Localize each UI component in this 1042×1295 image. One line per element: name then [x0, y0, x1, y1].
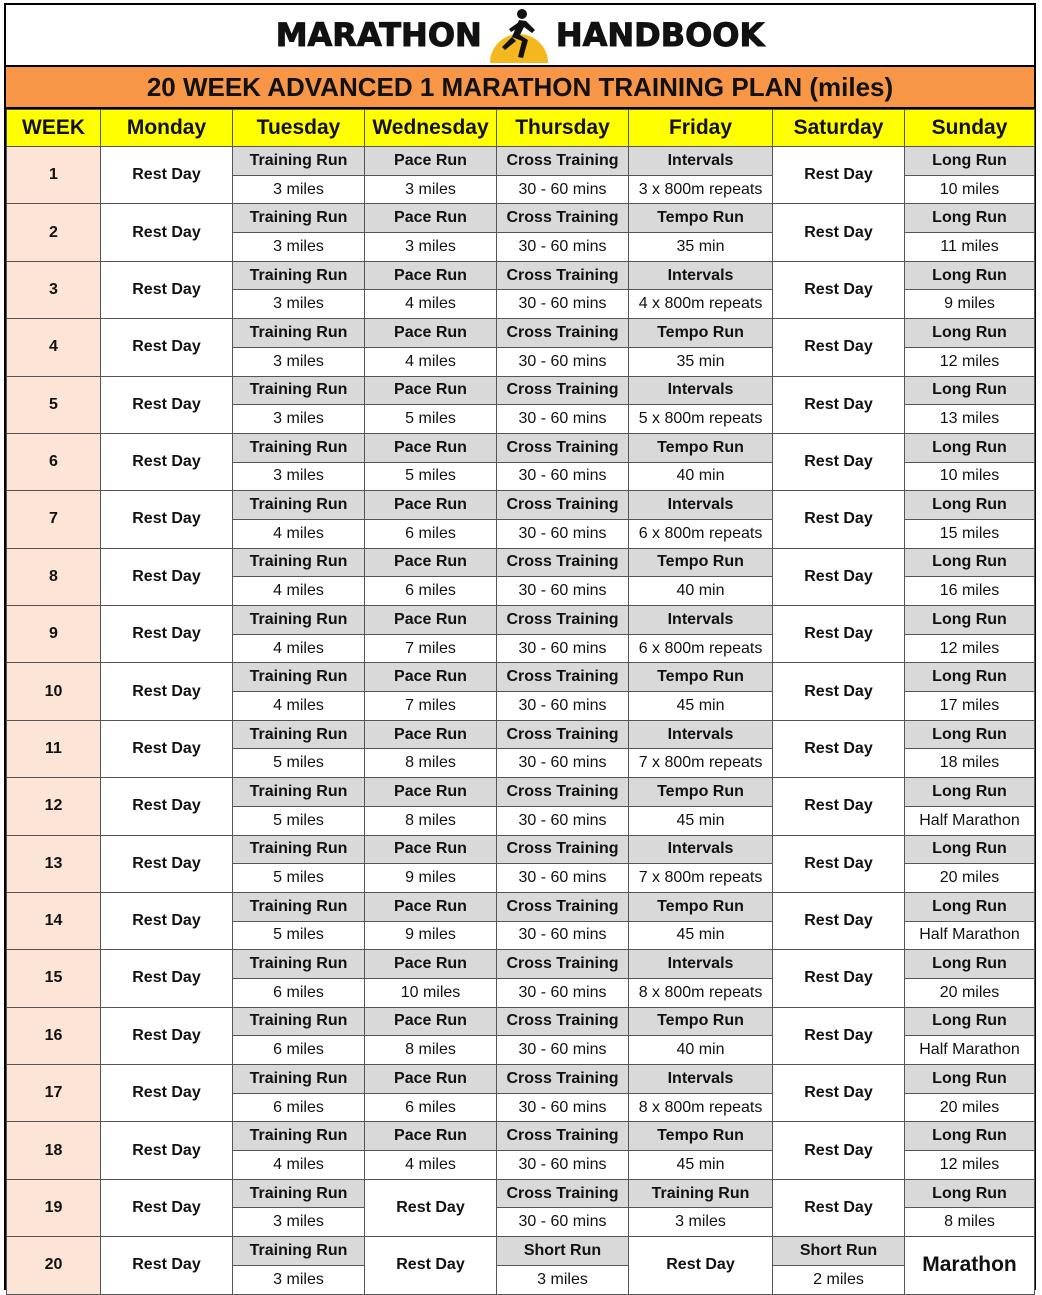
table-row — [7, 835, 1035, 864]
workout-type-sunday: Long Run — [905, 147, 1035, 176]
workout-type-friday: Tempo Run — [629, 663, 773, 692]
workout-type-tuesday: Training Run — [233, 376, 365, 405]
workout-detail-sunday: 16 miles — [905, 577, 1035, 606]
rest-day-cell-monday: Rest Day — [101, 1179, 233, 1236]
workout-detail-sunday: Half Marathon — [905, 806, 1035, 835]
training-table — [6, 109, 1035, 1295]
workout-detail-tuesday: 5 miles — [233, 806, 365, 835]
week-number: 7 — [7, 491, 101, 548]
workout-type-friday: Intervals — [629, 720, 773, 749]
rest-day-cell-monday: Rest Day — [101, 835, 233, 892]
workout-detail-friday: 7 x 800m repeats — [629, 864, 773, 893]
rest-day-cell-friday: Rest Day — [629, 1237, 773, 1294]
week-number: 1 — [7, 147, 101, 204]
workout-type-sunday: Long Run — [905, 261, 1035, 290]
workout-detail-sunday: 20 miles — [905, 864, 1035, 893]
workout-detail-wednesday: 4 miles — [365, 290, 497, 319]
workout-detail-tuesday: 3 miles — [233, 290, 365, 319]
workout-detail-thursday: 30 - 60 mins — [497, 233, 629, 262]
table-row — [7, 1065, 1035, 1094]
workout-detail-wednesday: 10 miles — [365, 978, 497, 1007]
workout-type-sunday: Long Run — [905, 778, 1035, 807]
workout-type-friday: Tempo Run — [629, 892, 773, 921]
rest-day-cell-saturday: Rest Day — [773, 950, 905, 1007]
workout-detail-thursday: 30 - 60 mins — [497, 749, 629, 778]
workout-detail-thursday: 30 - 60 mins — [497, 175, 629, 204]
workout-detail-sunday: 18 miles — [905, 749, 1035, 778]
workout-type-tuesday: Training Run — [233, 1237, 365, 1266]
workout-detail-friday: 8 x 800m repeats — [629, 1093, 773, 1122]
workout-detail-tuesday: 3 miles — [233, 175, 365, 204]
workout-type-tuesday: Training Run — [233, 835, 365, 864]
workout-type-tuesday: Training Run — [233, 663, 365, 692]
workout-type-thursday: Cross Training — [497, 720, 629, 749]
workout-detail-tuesday: 5 miles — [233, 749, 365, 778]
workout-detail-thursday: 30 - 60 mins — [497, 864, 629, 893]
workout-type-sunday: Long Run — [905, 433, 1035, 462]
rest-day-cell-saturday: Rest Day — [773, 606, 905, 663]
rest-day-cell-saturday: Rest Day — [773, 663, 905, 720]
workout-type-wednesday: Pace Run — [365, 606, 497, 635]
rest-day-cell-saturday: Rest Day — [773, 1007, 905, 1064]
workout-detail-thursday: 30 - 60 mins — [497, 1036, 629, 1065]
table-row — [7, 1237, 1035, 1266]
week-number: 15 — [7, 950, 101, 1007]
workout-type-sunday: Long Run — [905, 835, 1035, 864]
workout-type-friday: Intervals — [629, 1065, 773, 1094]
workout-type-sunday: Long Run — [905, 204, 1035, 233]
rest-day-cell-monday: Rest Day — [101, 204, 233, 261]
rest-day-cell-monday: Rest Day — [101, 433, 233, 490]
workout-type-thursday: Short Run — [497, 1237, 629, 1266]
marathon-race-cell: Marathon — [905, 1237, 1035, 1294]
workout-type-saturday: Short Run — [773, 1237, 905, 1266]
workout-type-thursday: Cross Training — [497, 491, 629, 520]
workout-type-wednesday: Pace Run — [365, 778, 497, 807]
workout-detail-tuesday: 5 miles — [233, 921, 365, 950]
workout-detail-tuesday: 4 miles — [233, 519, 365, 548]
rest-day-cell-saturday: Rest Day — [773, 1179, 905, 1236]
week-number: 10 — [7, 663, 101, 720]
workout-type-thursday: Cross Training — [497, 1065, 629, 1094]
rest-day-cell-saturday: Rest Day — [773, 548, 905, 605]
workout-detail-sunday: 13 miles — [905, 405, 1035, 434]
table-row — [7, 319, 1035, 348]
workout-detail-tuesday: 3 miles — [233, 347, 365, 376]
workout-type-friday: Training Run — [629, 1179, 773, 1208]
rest-day-cell-monday: Rest Day — [101, 720, 233, 777]
workout-detail-tuesday: 3 miles — [233, 1265, 365, 1294]
workout-detail-thursday: 3 miles — [497, 1265, 629, 1294]
workout-detail-friday: 7 x 800m repeats — [629, 749, 773, 778]
workout-detail-tuesday: 5 miles — [233, 864, 365, 893]
training-plan-sheet — [4, 3, 1036, 1290]
table-row — [7, 950, 1035, 979]
workout-detail-thursday: 30 - 60 mins — [497, 1151, 629, 1180]
workout-type-thursday: Cross Training — [497, 835, 629, 864]
workout-detail-wednesday: 4 miles — [365, 1151, 497, 1180]
workout-type-thursday: Cross Training — [497, 204, 629, 233]
rest-day-cell-saturday: Rest Day — [773, 147, 905, 204]
week-number: 12 — [7, 778, 101, 835]
workout-detail-thursday: 30 - 60 mins — [497, 806, 629, 835]
workout-type-tuesday: Training Run — [233, 892, 365, 921]
workout-detail-sunday: 17 miles — [905, 692, 1035, 721]
workout-type-tuesday: Training Run — [233, 319, 365, 348]
workout-type-sunday: Long Run — [905, 606, 1035, 635]
rest-day-cell-wednesday: Rest Day — [365, 1237, 497, 1294]
workout-type-sunday: Long Run — [905, 663, 1035, 692]
workout-type-tuesday: Training Run — [233, 778, 365, 807]
workout-detail-friday: 45 min — [629, 921, 773, 950]
rest-day-cell-monday: Rest Day — [101, 1007, 233, 1064]
workout-type-thursday: Cross Training — [497, 319, 629, 348]
workout-type-sunday: Long Run — [905, 319, 1035, 348]
workout-type-sunday: Long Run — [905, 950, 1035, 979]
workout-type-sunday: Long Run — [905, 1122, 1035, 1151]
workout-type-friday: Tempo Run — [629, 548, 773, 577]
rest-day-cell-saturday: Rest Day — [773, 376, 905, 433]
workout-type-thursday: Cross Training — [497, 950, 629, 979]
workout-detail-tuesday: 4 miles — [233, 577, 365, 606]
workout-detail-tuesday: 6 miles — [233, 1093, 365, 1122]
rest-day-cell-monday: Rest Day — [101, 1237, 233, 1294]
rest-day-cell-saturday: Rest Day — [773, 835, 905, 892]
workout-detail-tuesday: 3 miles — [233, 233, 365, 262]
rest-day-cell-monday: Rest Day — [101, 950, 233, 1007]
rest-day-cell-monday: Rest Day — [101, 491, 233, 548]
workout-type-wednesday: Pace Run — [365, 491, 497, 520]
workout-type-wednesday: Pace Run — [365, 204, 497, 233]
workout-detail-sunday: 12 miles — [905, 1151, 1035, 1180]
column-header-tuesday: Tuesday — [233, 110, 365, 147]
workout-type-tuesday: Training Run — [233, 1065, 365, 1094]
workout-type-thursday: Cross Training — [497, 261, 629, 290]
workout-detail-friday: 3 x 800m repeats — [629, 175, 773, 204]
workout-detail-sunday: Half Marathon — [905, 1036, 1035, 1065]
workout-detail-sunday: 12 miles — [905, 634, 1035, 663]
week-number: 11 — [7, 720, 101, 777]
workout-detail-tuesday: 3 miles — [233, 405, 365, 434]
workout-type-wednesday: Pace Run — [365, 548, 497, 577]
table-row — [7, 147, 1035, 176]
workout-detail-thursday: 30 - 60 mins — [497, 978, 629, 1007]
workout-type-thursday: Cross Training — [497, 663, 629, 692]
workout-type-thursday: Cross Training — [497, 1122, 629, 1151]
workout-type-tuesday: Training Run — [233, 204, 365, 233]
workout-detail-thursday: 30 - 60 mins — [497, 1093, 629, 1122]
week-number: 9 — [7, 606, 101, 663]
workout-detail-friday: 40 min — [629, 1036, 773, 1065]
rest-day-cell-monday: Rest Day — [101, 319, 233, 376]
table-header-row — [7, 110, 1035, 147]
workout-type-tuesday: Training Run — [233, 720, 365, 749]
workout-detail-thursday: 30 - 60 mins — [497, 519, 629, 548]
workout-type-wednesday: Pace Run — [365, 147, 497, 176]
workout-type-sunday: Long Run — [905, 1179, 1035, 1208]
workout-type-thursday: Cross Training — [497, 147, 629, 176]
workout-detail-tuesday: 6 miles — [233, 978, 365, 1007]
workout-detail-tuesday: 6 miles — [233, 1036, 365, 1065]
rest-day-cell-monday: Rest Day — [101, 778, 233, 835]
workout-type-tuesday: Training Run — [233, 1122, 365, 1151]
workout-detail-tuesday: 3 miles — [233, 462, 365, 491]
workout-detail-thursday: 30 - 60 mins — [497, 634, 629, 663]
workout-type-thursday: Cross Training — [497, 433, 629, 462]
workout-type-friday: Intervals — [629, 950, 773, 979]
workout-detail-friday: 40 min — [629, 577, 773, 606]
workout-detail-thursday: 30 - 60 mins — [497, 921, 629, 950]
workout-type-wednesday: Pace Run — [365, 950, 497, 979]
workout-type-wednesday: Pace Run — [365, 1122, 497, 1151]
workout-type-sunday: Long Run — [905, 1065, 1035, 1094]
rest-day-cell-monday: Rest Day — [101, 663, 233, 720]
workout-type-tuesday: Training Run — [233, 950, 365, 979]
rest-day-cell-saturday: Rest Day — [773, 204, 905, 261]
rest-day-cell-saturday: Rest Day — [773, 1065, 905, 1122]
workout-type-tuesday: Training Run — [233, 433, 365, 462]
workout-detail-sunday: 15 miles — [905, 519, 1035, 548]
workout-type-friday: Intervals — [629, 491, 773, 520]
workout-detail-sunday: 8 miles — [905, 1208, 1035, 1237]
brand-header — [6, 5, 1034, 65]
workout-type-wednesday: Pace Run — [365, 720, 497, 749]
plan-title: 20 WEEK ADVANCED 1 MARATHON TRAINING PLAN (miles) — [6, 65, 1034, 109]
workout-detail-sunday: 11 miles — [905, 233, 1035, 262]
table-row — [7, 376, 1035, 405]
workout-type-friday: Tempo Run — [629, 778, 773, 807]
brand-right-word: HANDBOOK — [555, 16, 765, 54]
workout-type-thursday: Cross Training — [497, 892, 629, 921]
rest-day-cell-monday: Rest Day — [101, 606, 233, 663]
workout-type-wednesday: Pace Run — [365, 261, 497, 290]
workout-type-sunday: Long Run — [905, 720, 1035, 749]
workout-type-friday: Intervals — [629, 376, 773, 405]
column-header-wednesday: Wednesday — [365, 110, 497, 147]
workout-detail-wednesday: 9 miles — [365, 864, 497, 893]
workout-type-tuesday: Training Run — [233, 261, 365, 290]
rest-day-cell-monday: Rest Day — [101, 892, 233, 949]
workout-type-sunday: Long Run — [905, 892, 1035, 921]
table-row — [7, 548, 1035, 577]
workout-detail-wednesday: 7 miles — [365, 634, 497, 663]
workout-type-tuesday: Training Run — [233, 606, 365, 635]
week-number: 20 — [7, 1237, 101, 1294]
workout-detail-wednesday: 6 miles — [365, 577, 497, 606]
table-row — [7, 261, 1035, 290]
workout-type-wednesday: Pace Run — [365, 319, 497, 348]
workout-type-wednesday: Pace Run — [365, 663, 497, 692]
rest-day-cell-saturday: Rest Day — [773, 319, 905, 376]
table-row — [7, 1122, 1035, 1151]
week-number: 5 — [7, 376, 101, 433]
workout-detail-thursday: 30 - 60 mins — [497, 692, 629, 721]
workout-detail-tuesday: 3 miles — [233, 1208, 365, 1237]
table-row — [7, 1007, 1035, 1036]
workout-detail-friday: 4 x 800m repeats — [629, 290, 773, 319]
workout-detail-thursday: 30 - 60 mins — [497, 347, 629, 376]
workout-detail-wednesday: 5 miles — [365, 462, 497, 491]
table-row — [7, 663, 1035, 692]
workout-detail-tuesday: 4 miles — [233, 692, 365, 721]
workout-type-wednesday: Pace Run — [365, 376, 497, 405]
workout-type-wednesday: Pace Run — [365, 835, 497, 864]
workout-type-sunday: Long Run — [905, 548, 1035, 577]
workout-detail-wednesday: 8 miles — [365, 806, 497, 835]
workout-detail-sunday: 9 miles — [905, 290, 1035, 319]
workout-detail-wednesday: 8 miles — [365, 1036, 497, 1065]
table-row — [7, 204, 1035, 233]
workout-detail-friday: 8 x 800m repeats — [629, 978, 773, 1007]
week-number: 2 — [7, 204, 101, 261]
table-body — [7, 147, 1035, 1295]
column-header-saturday: Saturday — [773, 110, 905, 147]
workout-type-wednesday: Pace Run — [365, 1007, 497, 1036]
rest-day-cell-monday: Rest Day — [101, 1065, 233, 1122]
workout-detail-friday: 6 x 800m repeats — [629, 519, 773, 548]
workout-detail-friday: 5 x 800m repeats — [629, 405, 773, 434]
column-header-friday: Friday — [629, 110, 773, 147]
workout-type-wednesday: Pace Run — [365, 433, 497, 462]
week-number: 16 — [7, 1007, 101, 1064]
workout-detail-friday: 35 min — [629, 347, 773, 376]
workout-detail-sunday: 10 miles — [905, 175, 1035, 204]
week-number: 8 — [7, 548, 101, 605]
workout-detail-wednesday: 9 miles — [365, 921, 497, 950]
workout-detail-sunday: 10 miles — [905, 462, 1035, 491]
workout-type-sunday: Long Run — [905, 1007, 1035, 1036]
table-row — [7, 1179, 1035, 1208]
week-number: 13 — [7, 835, 101, 892]
workout-detail-sunday: 12 miles — [905, 347, 1035, 376]
workout-type-tuesday: Training Run — [233, 147, 365, 176]
workout-detail-friday: 6 x 800m repeats — [629, 634, 773, 663]
workout-detail-friday: 45 min — [629, 1151, 773, 1180]
workout-type-thursday: Cross Training — [497, 548, 629, 577]
workout-detail-wednesday: 5 miles — [365, 405, 497, 434]
workout-detail-wednesday: 8 miles — [365, 749, 497, 778]
workout-type-thursday: Cross Training — [497, 778, 629, 807]
workout-detail-sunday: Half Marathon — [905, 921, 1035, 950]
workout-detail-friday: 40 min — [629, 462, 773, 491]
week-number: 14 — [7, 892, 101, 949]
table-row — [7, 720, 1035, 749]
workout-detail-thursday: 30 - 60 mins — [497, 577, 629, 606]
workout-detail-wednesday: 3 miles — [365, 233, 497, 262]
rest-day-cell-saturday: Rest Day — [773, 778, 905, 835]
workout-detail-thursday: 30 - 60 mins — [497, 462, 629, 491]
brand-left-word: MARATHON — [275, 16, 482, 54]
rest-day-cell-saturday: Rest Day — [773, 720, 905, 777]
workout-type-friday: Tempo Run — [629, 204, 773, 233]
workout-detail-tuesday: 4 miles — [233, 1151, 365, 1180]
rest-day-cell-saturday: Rest Day — [773, 1122, 905, 1179]
rest-day-cell-monday: Rest Day — [101, 147, 233, 204]
workout-detail-wednesday: 4 miles — [365, 347, 497, 376]
workout-detail-tuesday: 4 miles — [233, 634, 365, 663]
column-header-monday: Monday — [101, 110, 233, 147]
runner-sun-logo-icon — [488, 7, 550, 63]
workout-detail-wednesday: 3 miles — [365, 175, 497, 204]
workout-type-friday: Intervals — [629, 147, 773, 176]
week-number: 18 — [7, 1122, 101, 1179]
column-header-sunday: Sunday — [905, 110, 1035, 147]
workout-type-tuesday: Training Run — [233, 1179, 365, 1208]
workout-detail-friday: 35 min — [629, 233, 773, 262]
rest-day-cell-saturday: Rest Day — [773, 892, 905, 949]
workout-type-thursday: Cross Training — [497, 1179, 629, 1208]
workout-detail-thursday: 30 - 60 mins — [497, 1208, 629, 1237]
table-row — [7, 491, 1035, 520]
workout-detail-thursday: 30 - 60 mins — [497, 405, 629, 434]
workout-detail-wednesday: 7 miles — [365, 692, 497, 721]
table-row — [7, 606, 1035, 635]
table-row — [7, 778, 1035, 807]
table-row — [7, 433, 1035, 462]
rest-day-cell-monday: Rest Day — [101, 261, 233, 318]
rest-day-cell-saturday: Rest Day — [773, 261, 905, 318]
workout-detail-sunday: 20 miles — [905, 1093, 1035, 1122]
workout-detail-saturday: 2 miles — [773, 1265, 905, 1294]
workout-type-friday: Intervals — [629, 261, 773, 290]
rest-day-cell-monday: Rest Day — [101, 376, 233, 433]
table-row — [7, 892, 1035, 921]
workout-type-wednesday: Pace Run — [365, 1065, 497, 1094]
workout-type-tuesday: Training Run — [233, 491, 365, 520]
workout-detail-sunday: 20 miles — [905, 978, 1035, 1007]
workout-type-friday: Intervals — [629, 606, 773, 635]
workout-type-sunday: Long Run — [905, 376, 1035, 405]
workout-type-friday: Tempo Run — [629, 1122, 773, 1151]
workout-detail-friday: 45 min — [629, 806, 773, 835]
workout-type-friday: Tempo Run — [629, 433, 773, 462]
workout-type-thursday: Cross Training — [497, 376, 629, 405]
workout-type-sunday: Long Run — [905, 491, 1035, 520]
workout-detail-wednesday: 6 miles — [365, 519, 497, 548]
workout-detail-friday: 45 min — [629, 692, 773, 721]
workout-type-friday: Intervals — [629, 835, 773, 864]
column-header-week: WEEK — [7, 110, 101, 147]
workout-type-wednesday: Pace Run — [365, 892, 497, 921]
workout-type-friday: Tempo Run — [629, 1007, 773, 1036]
workout-type-thursday: Cross Training — [497, 606, 629, 635]
week-number: 4 — [7, 319, 101, 376]
week-number: 3 — [7, 261, 101, 318]
week-number: 17 — [7, 1065, 101, 1122]
week-number: 19 — [7, 1179, 101, 1236]
rest-day-cell-saturday: Rest Day — [773, 491, 905, 548]
workout-type-friday: Tempo Run — [629, 319, 773, 348]
workout-type-tuesday: Training Run — [233, 1007, 365, 1036]
workout-type-tuesday: Training Run — [233, 548, 365, 577]
workout-type-thursday: Cross Training — [497, 1007, 629, 1036]
rest-day-cell-monday: Rest Day — [101, 548, 233, 605]
workout-detail-thursday: 30 - 60 mins — [497, 290, 629, 319]
workout-detail-friday: 3 miles — [629, 1208, 773, 1237]
rest-day-cell-saturday: Rest Day — [773, 433, 905, 490]
rest-day-cell-monday: Rest Day — [101, 1122, 233, 1179]
workout-detail-wednesday: 6 miles — [365, 1093, 497, 1122]
week-number: 6 — [7, 433, 101, 490]
rest-day-cell-wednesday: Rest Day — [365, 1179, 497, 1236]
column-header-thursday: Thursday — [497, 110, 629, 147]
